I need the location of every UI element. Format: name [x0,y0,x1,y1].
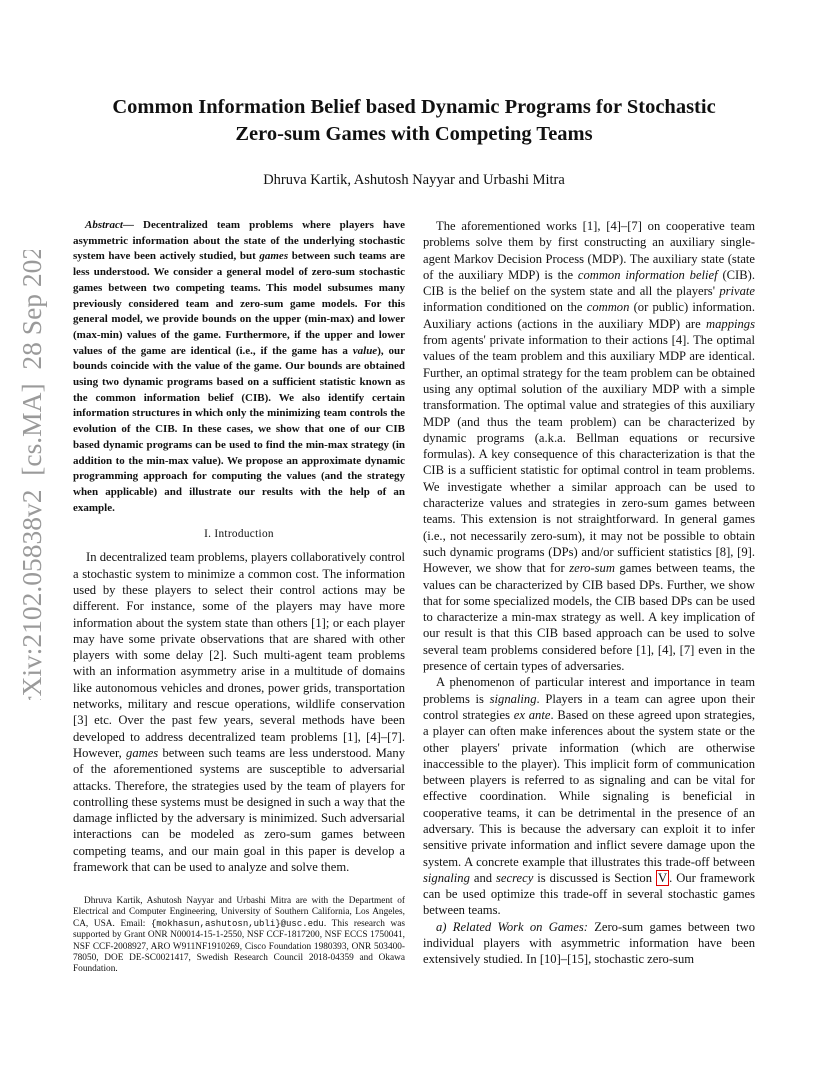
arxiv-stamp-text: arXiv:2102.05838v2 [cs.MA] 28 Sep 2021 [16,250,47,700]
paper-title [60,94,768,148]
abstract-label: Abstract [85,219,123,231]
arxiv-stamp[interactable] [14,250,50,700]
intro-paragraph: In decentralized team problems, players collaboratively control a stochastic system to minimize a common cost. The information used by these players to select their control actions may be different. For instance, some of the players may have more information about the system state than others [1]; or each player may have some private observations that are shared with other players with some delay [2]. Such multi-agent team problems with an information asymmetry arise in a multitude of domains like autonomous vehicles and drones, power grids, transportation networks, military and rescue operations, wildlife conservation [3] etc. Over the past few years, several methods have been developed to address decentralized team problems [1], [4]–[7]. However, games between such teams are less understood. Many of the aforementioned systems are susceptible to adversarial attacks. Therefore, the strategies used by the team of players for controlling these systems must be designed in such a way that the damage inflicted by the adversary is minimized. Such adversarial interactions can be modeled as zero-sum games between competing teams, and our main goal in this paper is develop a framework that can be used to analyze and solve them. [73,550,405,874]
title-line-2: Zero-sum Games with Competing Teams [235,123,593,145]
affiliation-footnote: Dhruva Kartik, Ashutosh Nayyar and Urbashi Mitra are with the Department of Electrical and Computer Engineering, University of Southern California, Los Angeles, CA, USA. Email: {mokhasun,ashutosn,ubli}@usc.edu. This research was supported by Grant ONR N00014-15-1-2550, NSF CCF-1817200, NSF ECCS 1750041, NSF CCF-2008927, ARO W911NF1910269, Cisco Foundation 1980393, ONR 503400-78050, DOE DE-SC0021417, Swedish Research Council 2018-04359 and Okawa Foundation. [73,896,405,975]
right-paragraph-1: The aforementioned works [1], [4]–[7] on cooperative team problems solve them by first constructing an auxiliary single-agent Markov Decision Process (MDP). The auxiliary state (state of the auxiliary MDP) is the common information belief (CIB). CIB is the belief on the system state and all the players' private information conditioned on the common (or public) information. Auxiliary actions (actions in the auxiliary MDP) are mappings from agents' private information to their actions [4]. The optimal values of the team problem and this auxiliary MDP are identical. Further, an optimal strategy for the team problem can be obtained using any optimal solution of the auxiliary MDP with a simple transformation. The optimal value and strategies of this auxiliary MDP (and thus the team problem) can be characterized by dynamic programs (a.k.a. Bellman equations or recursive formulas). A key consequence of this characterization is that the CIB is a sufficient statistic for optimal control in team problems. We investigate whether a similar approach can be used to characterize values and strategies in zero-sum games between teams. This extension is not straightforward. In general games (i.e., not necessarily zero-sum), it may not be possible to obtain such dynamic programs (DPs) and/or sufficient statistics [8], [9]. However, we show that for zero-sum games between teams, the values can be characterized by CIB based DPs. Further, we show that for some specialized models, the CIB based DPs can be used to characterize a min-max strategy as well. A key implication of our result is that this CIB based approach can be used to solve several team problems considered before [1], [4], [7] even in the presence of certain types of adversaries. [423,219,755,674]
abstract: Abstract— Decentralized team problems where players have asymmetric information about the state of the underlying stochastic system have been actively studied, but games between such teams are less understood. We consider a general model of zero-sum stochastic games between two competing teams. This model subsumes many previously considered team and zero-sum game models. For this general model, we provide bounds on the upper (min-max) and lower (max-min) values of the game. Furthermore, if the upper and lower values of the game are identical (i.e., if the game has a value), our bounds coincide with the value of the game. Our bounds are obtained using two dynamic programs based on a sufficient statistic known as the common information belief (CIB). We also identify certain information structures in which only the minimizing team controls the evolution of the CIB. In these cases, we show that one of our CIB based dynamic programs can be used to find the min-max strategy (in addition to the min-max value). We propose an approximate dynamic programming approach for computing the values (and the strategy when applicable) and illustrate our results with the help of an example. [73,219,405,514]
related-work-heading: a) Related Work on Games: [436,919,588,934]
right-column [423,218,755,968]
right-paragraph-3: a) Related Work on Games: Zero-sum games between two individual players with asymmetric information have been extensively studied. In [10]–[15], stochastic zero-sum [423,919,756,967]
title-line-1: Common Information Belief based Dynamic Programs for Stochastic [112,96,716,118]
email-address: {mokhasun,ashutosn,ubli}@usc.edu [151,918,324,929]
author-list: Dhruva Kartik, Ashutosh Nayyar and Urbashi Mitra [263,172,565,188]
section-heading-introduction: I. Introduction [204,528,274,541]
left-column [73,218,405,875]
section-v-link[interactable]: V [657,870,668,885]
right-paragraph-2: A phenomenon of particular interest and importance in team problems is signaling. Players in a team can agree upon their control strategies ex ante. Based on these agreed upon strategies, a player can often make inferences about the system state or the other players' private information (which are otherwise inaccessible to the player). This implicit form of communication between players is referred to as signaling and can be vital for effective coordination. While signaling is beneficial in cooperative teams, it can be detrimental in the presence of an adversary. This is because the adversary can exploit it to infer sensitive private information and inflict severe damage upon the system. A concrete example that illustrates this trade-off between signaling and secrecy is discussed is Section V . Our framework can be used optimize this trade-off in several stochastic games between teams. [423,675,756,918]
